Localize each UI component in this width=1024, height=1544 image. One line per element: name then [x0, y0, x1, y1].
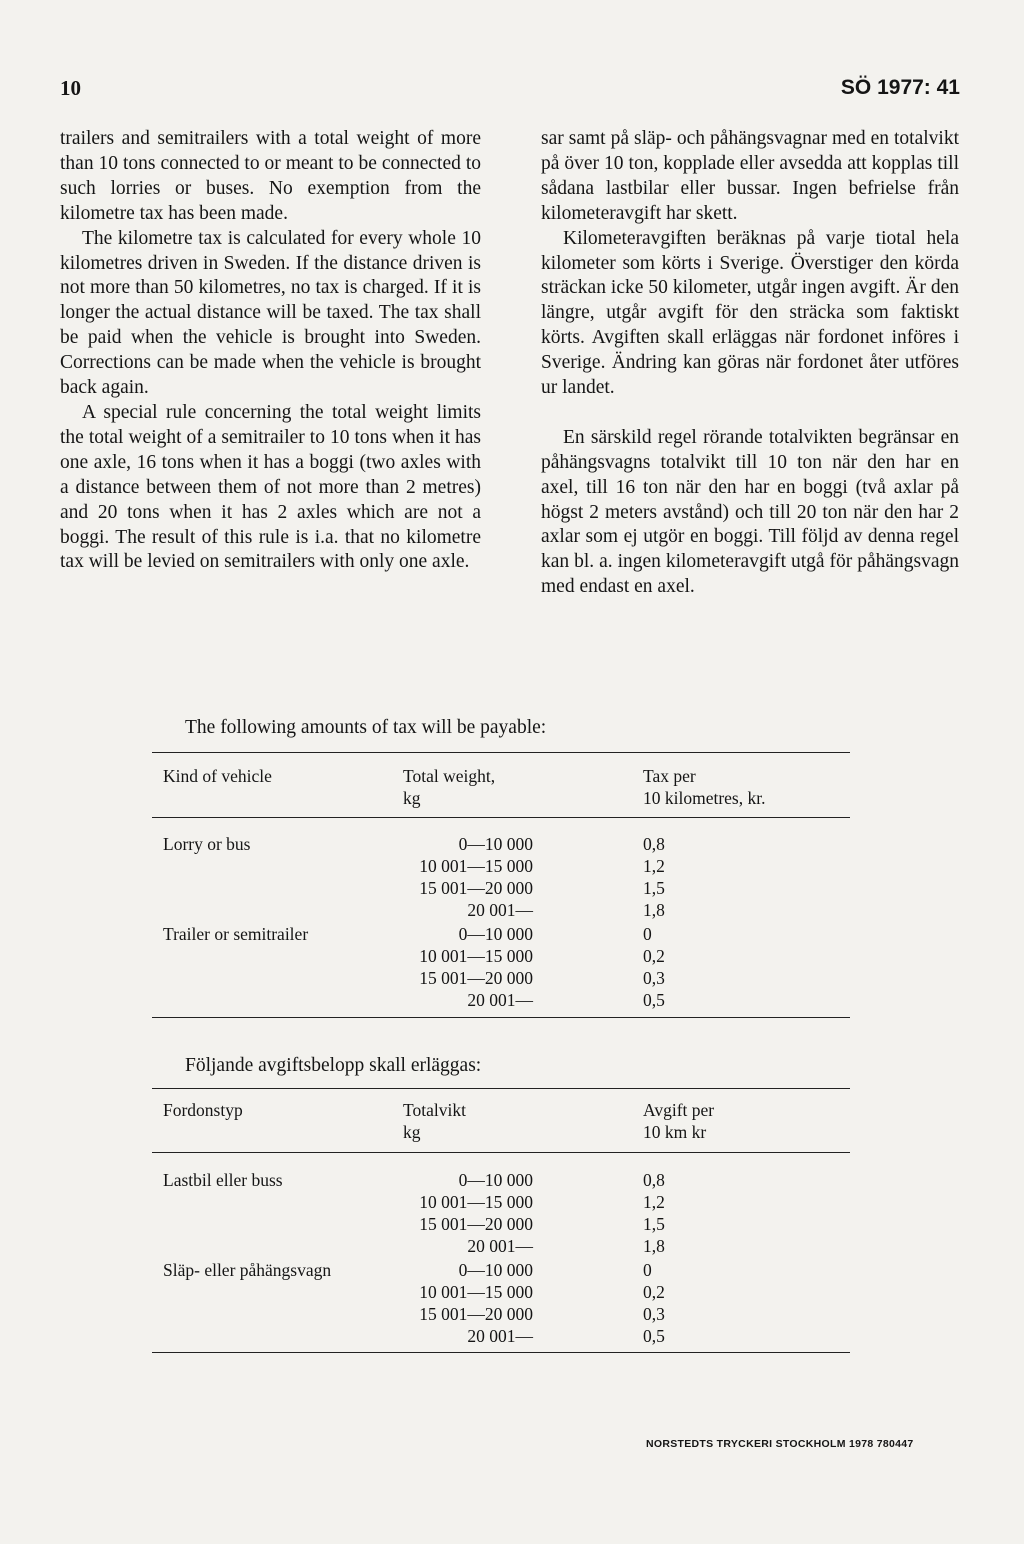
page-number: 10	[60, 76, 81, 100]
tax-value: 1,8	[643, 900, 665, 920]
weight-range: 15 001—20 000	[419, 968, 533, 988]
table-title: The following amounts of tax will be payable:	[185, 717, 547, 738]
tax-value: 1,2	[643, 1192, 665, 1212]
paragraph: A special rule concerning the total weight limits the total weight of a semitrailer to 10 tons when it has one axle, 16 tons when it has a boggi (two axles with a distance between them of not more than 2 metres) and 20 tons when it has 2 axles which are not a boggi. The result of this rule is i.a. that no kilometre tax will be levied on semitrailers with only one axle.	[60, 401, 481, 573]
tax-value: 1,5	[643, 1214, 665, 1234]
tax-value: 0,3	[643, 1304, 665, 1324]
column-header: kg	[403, 788, 421, 808]
column-header: 10 kilometres, kr.	[643, 788, 766, 808]
paragraph: The kilometre tax is calculated for every whole 10 kilometres driven in Sweden. If the distance driven is not more than 50 kilometres, no tax is charged. If it is longer the actual distance will be taxed. The tax shall be paid when the vehicle is brought into Sweden. Corrections can be made when the vehicle is brought back again.	[60, 227, 481, 399]
column-header: Fordonstyp	[163, 1100, 243, 1120]
weight-range: 0—10 000	[458, 1170, 533, 1190]
paragraph: Kilometeravgiften beräknas på varje tiotal hela kilometer som körts i Sverige. Överstiger den körda sträckan icke 50 kilometer, utgår ingen avgift. Är den längre, utgår avgift för den sträcka som faktiskt körts. Avgiften skall erläggas när fordonet införes i Sverige. Ändring kan göras när fordonet åter utföres ur landet.	[541, 227, 959, 399]
table-rule	[152, 817, 850, 818]
weight-range: 20 001—	[467, 900, 533, 920]
table-rule	[152, 1017, 850, 1018]
weight-range: 10 001—15 000	[419, 856, 533, 876]
table-rule	[152, 1152, 850, 1153]
column-header: Totalvikt	[403, 1100, 466, 1120]
vehicle-type: Lastbil eller buss	[163, 1170, 283, 1190]
tax-value: 0,3	[643, 968, 665, 988]
weight-range: 20 001—	[467, 1236, 533, 1256]
weight-range: 10 001—15 000	[419, 1192, 533, 1212]
table-rule	[152, 1088, 850, 1089]
column-header: Avgift per	[643, 1100, 715, 1120]
weight-range: 0—10 000	[458, 834, 533, 854]
weight-range: 0—10 000	[458, 1260, 533, 1280]
tax-value: 0,5	[643, 990, 665, 1010]
tax-value: 1,5	[643, 878, 665, 898]
column-header: Total weight,	[403, 766, 496, 786]
tax-value: 1,2	[643, 856, 665, 876]
weight-range: 15 001—20 000	[419, 1214, 533, 1234]
weight-range: 0—10 000	[458, 924, 533, 944]
tax-value: 0,2	[643, 946, 665, 966]
tax-value: 0,8	[643, 1170, 665, 1190]
weight-range: 15 001—20 000	[419, 1304, 533, 1324]
vehicle-type: Lorry or bus	[163, 834, 251, 854]
tax-value: 0,5	[643, 1326, 665, 1346]
column-header: 10 km kr	[643, 1122, 707, 1142]
english-text-column	[60, 127, 481, 575]
table-rule	[152, 1352, 850, 1353]
table-rule	[152, 752, 850, 753]
paragraph: trailers and semitrailers with a total weight of more than 10 tons connected to or meant to be connected to such lorries or buses. No exemption from the kilometre tax has been made.	[60, 128, 481, 224]
tax-value: 0,2	[643, 1282, 665, 1302]
tax-value: 0,8	[643, 834, 665, 854]
column-header: Kind of vehicle	[163, 766, 272, 786]
paragraph: En särskild regel rörande totalvikten begränsar en påhängsvagns totalvikt till 10 ton när den har en axel, till 16 ton när den har en boggi (två axlar på högst 2 meters avstånd) och till 20 ton när den har 2 axlar som ej utgör en boggi. Till följd av denna regel kan bl. a. ingen kilometeravgift utgå för påhängsvagn med endast en axel.	[541, 426, 959, 598]
weight-range: 10 001—15 000	[419, 946, 533, 966]
tax-value: 0	[643, 924, 652, 944]
tax-value: 1,8	[643, 1236, 665, 1256]
weight-range: 20 001—	[467, 1326, 533, 1346]
weight-range: 10 001—15 000	[419, 1282, 533, 1302]
column-header: Tax per	[643, 766, 696, 786]
tax-value: 0	[643, 1260, 652, 1280]
weight-range: 15 001—20 000	[419, 878, 533, 898]
table-title: Följande avgiftsbelopp skall erläggas:	[185, 1055, 482, 1076]
column-header: kg	[403, 1122, 421, 1142]
printer-imprint: NORSTEDTS TRYCKERI STOCKHOLM 1978 780447	[646, 1438, 914, 1450]
swedish-text-column	[541, 127, 959, 600]
vehicle-type: Trailer or semitrailer	[163, 924, 309, 944]
weight-range: 20 001—	[467, 990, 533, 1010]
vehicle-type: Släp- eller påhängsvagn	[163, 1260, 332, 1280]
document-reference: SÖ 1977: 41	[840, 76, 960, 99]
paragraph: sar samt på släp- och påhängsvagnar med en totalvikt på över 10 ton, kopplade eller avsedda att kopplas till sådana lastbilar eller bussar. Ingen befrielse från kilometeravgift har skett.	[541, 128, 959, 224]
